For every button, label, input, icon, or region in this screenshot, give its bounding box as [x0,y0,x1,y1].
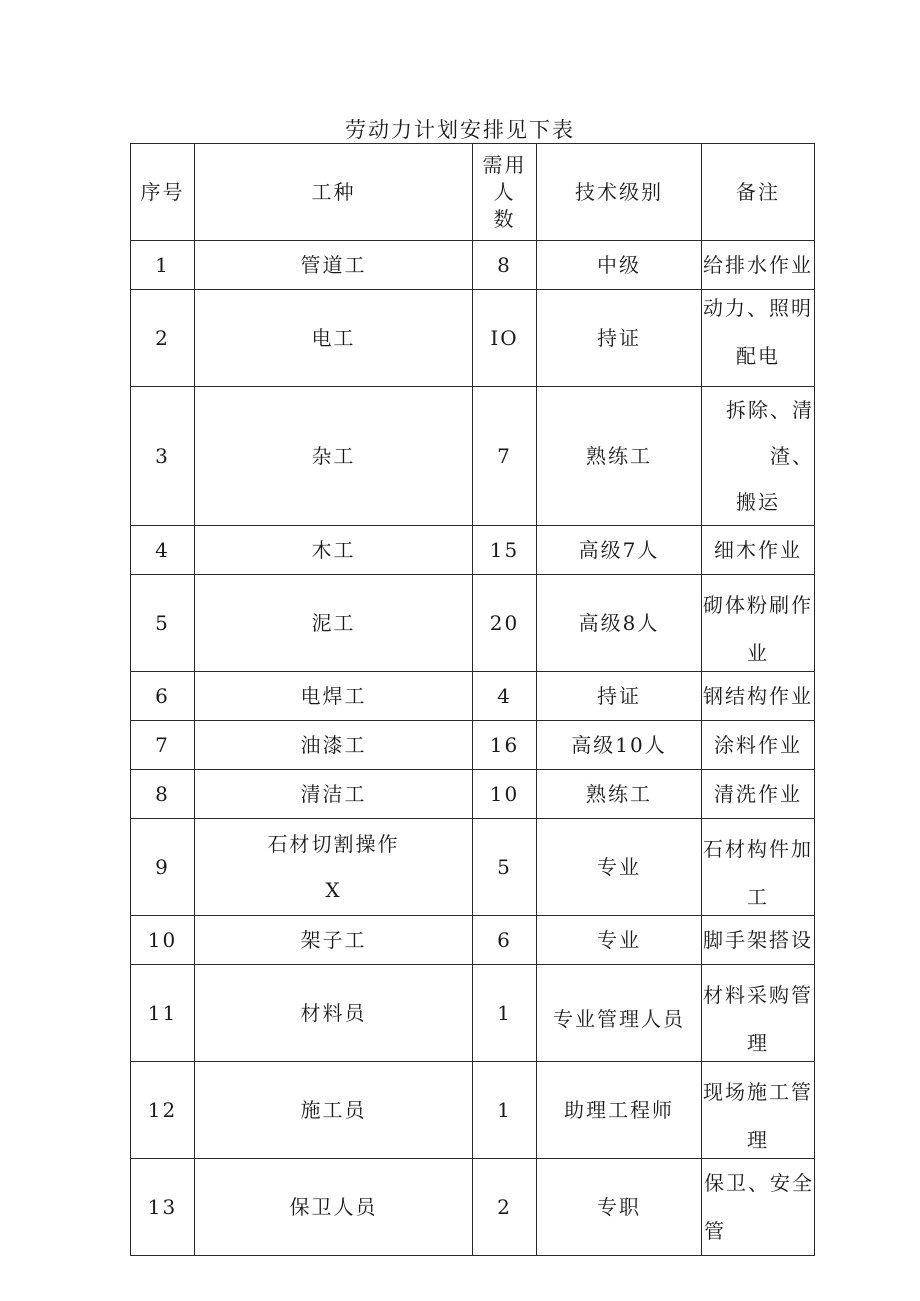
table-row [131,672,920,721]
row-index: 13 [131,1159,195,1256]
header-trade: 工种 [195,144,473,241]
row-count: 16 [473,721,537,770]
row-note: 钢结构作业 [702,672,815,721]
row-skill: 高级7人 [537,526,702,575]
header-count-line2: 数 [493,206,516,231]
row-trade: 泥工 [195,575,473,672]
header-index: 序号 [131,144,195,241]
row-trade: 管道工 [195,241,473,290]
row-trade-line2: X [325,878,342,902]
row-index: 10 [131,916,195,965]
row-skill: 持证 [537,290,702,387]
row-count: 4 [473,672,537,721]
row-count: 8 [473,241,537,290]
row-skill: 中级 [537,241,702,290]
row-trade: 木工 [195,526,473,575]
table-row [131,721,920,770]
row-count: 15 [473,526,537,575]
table-header-row [131,144,920,241]
row-trade [195,819,473,916]
table-row [131,526,920,575]
row-note-text: 材料采购管理 [703,983,813,1055]
row-skill: 高级10人 [537,721,702,770]
row-index: 9 [131,819,195,916]
row-index: 7 [131,721,195,770]
row-note: 清洗作业 [702,770,815,819]
row-skill: 专职 [537,1159,702,1256]
row-count: 20 [473,575,537,672]
labor-plan-table [130,143,920,1256]
row-skill: 高级8人 [537,575,702,672]
table-row [131,916,920,965]
row-trade: 油漆工 [195,721,473,770]
row-note [702,965,815,1062]
table-row [131,575,920,672]
row-note [702,1062,815,1159]
row-count: 10 [473,770,537,819]
table-row [131,1062,920,1159]
page-title: 劳动力计划安排见下表 [345,118,575,142]
row-note: 保卫、安全管 [702,1159,815,1256]
row-skill-text: 专业管理人员 [553,1007,685,1031]
row-index: 3 [131,387,195,526]
row-count: 2 [473,1159,537,1256]
table-row [131,241,920,290]
table-row [131,965,920,1062]
table-row [131,1159,920,1256]
row-note-text: 现场施工管理 [703,1080,813,1152]
row-index: 4 [131,526,195,575]
row-count: 7 [473,387,537,526]
row-note-line1: 拆除、清渣、 [726,398,814,468]
row-index: 2 [131,290,195,387]
row-count: 1 [473,965,537,1062]
row-index: 6 [131,672,195,721]
row-note: 细木作业 [702,526,815,575]
row-note-text: 石材构件加工 [703,837,813,909]
row-note: 给排水作业 [702,241,815,290]
row-trade: 清洁工 [195,770,473,819]
row-note [702,575,815,672]
header-skill: 技术级别 [537,144,702,241]
row-count: 1 [473,1062,537,1159]
table-row [131,819,920,916]
row-index: 1 [131,241,195,290]
row-trade: 杂工 [195,387,473,526]
row-trade: 架子工 [195,916,473,965]
table-row [131,290,920,387]
row-count: 6 [473,916,537,965]
row-index: 5 [131,575,195,672]
row-skill: 持证 [537,672,702,721]
row-trade: 电工 [195,290,473,387]
row-trade: 保卫人员 [195,1159,473,1256]
row-note-line2: 搬运 [736,490,780,514]
row-skill: 熟练工 [537,770,702,819]
row-count: IO [473,290,537,387]
table-row [131,770,920,819]
header-count-line1: 需用人 [482,152,527,204]
row-trade: 施工员 [195,1062,473,1159]
row-index: 11 [131,965,195,1062]
row-note: 脚手架搭设 [702,916,815,965]
row-trade-line1: 石材切割操作 [267,832,400,856]
row-trade: 材料员 [195,965,473,1062]
row-note-text: 动力、照明配电 [703,296,813,368]
row-note: 涂料作业 [702,721,815,770]
header-count [473,144,537,241]
table-row [131,387,920,526]
row-trade: 电焊工 [195,672,473,721]
row-index: 12 [131,1062,195,1159]
row-skill: 专业 [537,916,702,965]
row-skill [537,965,702,1062]
row-skill: 熟练工 [537,387,702,526]
row-skill: 助理工程师 [537,1062,702,1159]
header-note: 备注 [702,144,815,241]
row-index: 8 [131,770,195,819]
row-note-text: 砌体粉刷作业 [703,593,813,665]
row-skill: 专业 [537,819,702,916]
row-note [702,387,815,526]
row-count: 5 [473,819,537,916]
row-note [702,290,815,387]
row-note [702,819,815,916]
